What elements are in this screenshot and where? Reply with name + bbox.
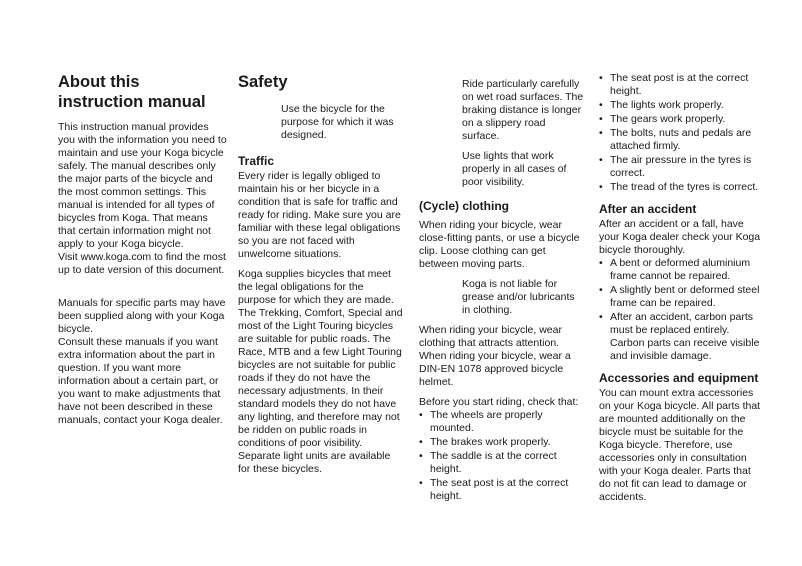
about-manual-heading: About this instruction manual xyxy=(58,73,206,111)
list-item: • The saddle is at the correct height. xyxy=(419,450,584,476)
lights-note: Use lights that work properly in all cases of poor visibility. xyxy=(462,150,567,188)
about-manual-paragraph: This instruction manual provides you with the information you need to maintain and use your Koga bicycle safely. The manual describes only the major parts of the bicycle and the most common settings. This manual is intended for all types of bicycles from Koga. That means that certain information might not apply to your Koga bicycle. xyxy=(58,121,227,250)
list-item: • After an accident, carbon parts must be replaced entirely. Carbon parts can receive visible and invisible damage. xyxy=(599,311,764,363)
clothing-paragraph: When riding your bicycle, wear close-fitting pants, or use a bicycle clip. Loose clothing can get between moving parts. xyxy=(419,219,580,270)
accessories-paragraph: You can mount extra accessories on your Koga bicycle. All parts that are mounted additionally on the bicycle must be suitable for the Koga bicycle. Therefore, use accessories only in consultation with your Koga dealer. Parts that do not fit can lead to damage or accidents. xyxy=(599,387,761,503)
list-item: • A slightly bent or deformed steel frame can be repaired. xyxy=(599,284,764,310)
clothing-heading: (Cycle) clothing xyxy=(419,199,510,213)
list-item: • The wheels are properly mounted. xyxy=(419,409,584,435)
accident-paragraph: After an accident or a fall, have your Koga dealer check your Koga bicycle thoroughly. xyxy=(599,218,761,256)
specific-manuals-paragraph: Manuals for specific parts may have been supplied along with your Koga bicycle. xyxy=(58,297,226,335)
attention-paragraph: When riding your bicycle, wear clothing that attracts attention. When riding your bicycle, wear a DIN-EN 1078 approved bicycle helmet. xyxy=(419,324,571,388)
list-item: • The gears work properly. xyxy=(599,113,764,126)
list-item: • The lights work properly. xyxy=(599,99,764,112)
accessories-heading: Accessories and equipment xyxy=(599,371,759,385)
consult-manuals-paragraph: Consult these manuals if you want extra information about the part in question. If you want more information about a certain part, or you want to make adjustments that have not been described in these manuals, contact your Koga dealer. xyxy=(58,336,223,426)
column-accident-accessories xyxy=(599,72,764,511)
list-item: • The air pressure in the tyres is correct. xyxy=(599,154,764,180)
traffic-paragraph: Every rider is legally obliged to maintain his or her bicycle in a condition that is safe for traffic and ready for riding. Make sure you are familiar with these legal obligations so you are not faced with unwelcome situations. xyxy=(238,170,401,260)
wet-road-note: Ride particularly carefully on wet road surfaces. The braking distance is longer on a slippery road surface. xyxy=(462,78,584,142)
accident-list xyxy=(599,257,764,363)
before-riding-paragraph: Before you start riding, check that: xyxy=(419,396,579,408)
pre-ride-checklist xyxy=(419,409,584,503)
traffic-heading: Traffic xyxy=(238,154,275,168)
list-item: • The tread of the tyres is correct. xyxy=(599,181,764,194)
safety-heading: Safety xyxy=(238,73,288,91)
safety-note: Use the bicycle for the purpose for which it was designed. xyxy=(281,103,394,141)
checklist-continued xyxy=(599,72,764,194)
list-item: • A bent or deformed aluminium frame cannot be repaired. xyxy=(599,257,764,283)
list-item: • The bolts, nuts and pedals are attached firmly. xyxy=(599,127,764,153)
column-clothing xyxy=(419,72,584,511)
website-paragraph: Visit www.koga.com to find the most up to date version of this document. xyxy=(58,251,226,276)
liability-note: Koga is not liable for grease and/or lubricants in clothing. xyxy=(462,278,575,316)
accident-heading: After an accident xyxy=(599,202,697,216)
koga-bicycles-paragraph: Koga supplies bicycles that meet the legal obligations for the purpose for which they are made. The Trekking, Comfort, Special and most of the Light Touring bicycles are suitable for public roads. The Race, MTB and a few Light Touring bicycles are not suitable for public roads if they do not have the necessary adjustments. In their standard models they do not have any lighting, and therefore may not be ridden on public roads in conditions of poor visibility. Separate light units are available for these bicycles. xyxy=(238,268,403,475)
list-item: • The seat post is at the correct height. xyxy=(599,72,764,98)
column-about-manual xyxy=(58,72,228,434)
column-safety xyxy=(238,72,404,483)
list-item: • The brakes work properly. xyxy=(419,436,584,449)
list-item: • The seat post is at the correct height. xyxy=(419,477,584,503)
